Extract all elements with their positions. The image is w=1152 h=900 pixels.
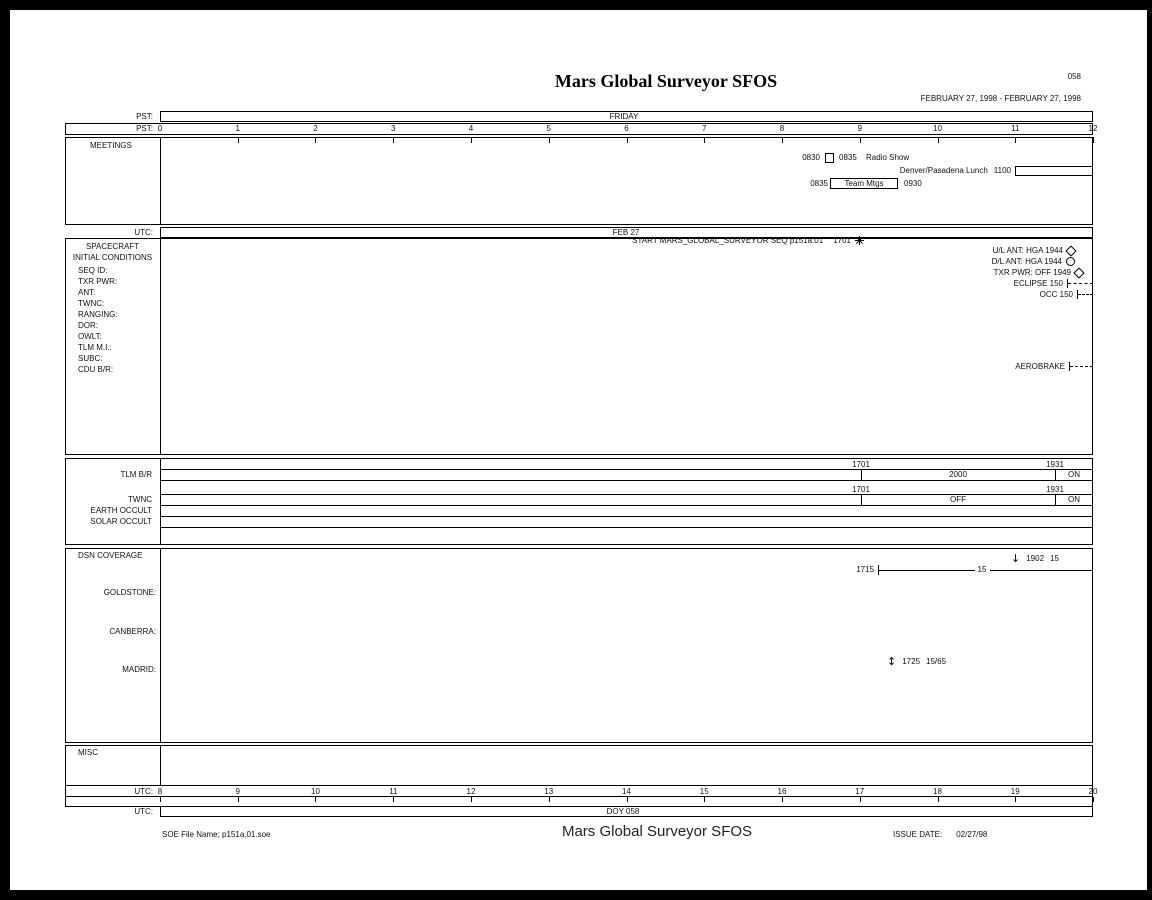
dl-ant-event [992, 257, 1075, 266]
radio-show-title: Radio Show [866, 153, 910, 162]
twnc-off-value: OFF [950, 495, 966, 504]
hour-tick-mark [471, 797, 472, 802]
tlm-state-value: ON [1068, 470, 1080, 479]
lunch-duration-box [1015, 166, 1093, 176]
hour-tick-mark [860, 797, 861, 802]
hour-tick-mark [1015, 137, 1016, 143]
hour-tick-label: 8 [157, 787, 163, 796]
radio-show-duration-box [825, 153, 834, 163]
hour-tick-label: 6 [624, 124, 629, 133]
team-mtgs-box [830, 178, 898, 189]
utc-hour-ticks [160, 797, 1093, 802]
down-arrow-icon: ↓ [1011, 552, 1021, 565]
dsn-pass-station: 15 [977, 565, 987, 574]
hour-tick-mark [160, 137, 161, 143]
twnc-row-label: TWNC [128, 495, 152, 504]
canberra-row-label: CANBERRA: [109, 627, 156, 636]
lunch-start-time: 1100 [993, 166, 1011, 175]
condition-label-owlt: OWLT: [78, 332, 102, 341]
condition-label-tlm-mi: TLM M.I.: [78, 343, 112, 352]
misc-label-divider [160, 745, 161, 786]
issue-date-block [893, 830, 987, 839]
utc-day-value: FEB 27 [612, 228, 640, 237]
start-sequence-text: START MARS_GLOBAL_SURVEYOR SEQ p151a.01 [632, 236, 824, 245]
meetings-label-divider [160, 137, 161, 225]
dsn-pass-start-time: 1715 [856, 565, 874, 574]
spacecraft-label-divider [160, 238, 161, 455]
hour-tick-mark [393, 797, 394, 802]
hour-tick-mark [160, 797, 161, 802]
telemetry-label-divider [160, 458, 161, 545]
utc-doy-value: DOY 058 [606, 807, 640, 816]
hour-tick-label: 19 [1010, 787, 1020, 796]
hour-tick-label: 5 [546, 124, 551, 133]
dsn-pass-line-right [990, 570, 1093, 571]
radio-show-end-time: 0835 [839, 153, 857, 162]
hour-tick-label: 17 [855, 787, 865, 796]
start-marker-icon [855, 236, 864, 245]
aerobrake-event [1015, 362, 1093, 371]
condition-label-ant: ANT: [78, 288, 96, 297]
condition-label-dor: DOR: [78, 321, 98, 330]
tlm-rate-value: 2000 [949, 470, 967, 479]
start-sequence-event [632, 236, 864, 245]
dsn-end-station: 15 [1050, 554, 1059, 563]
hour-tick-mark [782, 137, 783, 143]
meetings-hour-ticks [160, 137, 1093, 143]
hour-tick-label: 2 [313, 124, 318, 133]
hour-tick-label: 11 [1011, 124, 1020, 133]
madrid-event [887, 657, 946, 666]
tlm-end-time: 1931 [1046, 460, 1064, 469]
hour-tick-mark [627, 137, 628, 143]
spacecraft-section-box [65, 238, 1093, 455]
pst-day-label: PST: [136, 112, 153, 121]
hour-tick-label: 0 [157, 124, 163, 133]
hour-tick-mark [1093, 137, 1094, 143]
hour-tick-mark [238, 137, 239, 143]
lunch-event [900, 166, 1011, 175]
condition-label-twnc: TWNC: [78, 299, 105, 308]
hour-tick-label: 14 [622, 787, 631, 796]
radio-show-start-time: 0830 [802, 153, 820, 162]
diamond-marker-icon [1073, 267, 1084, 278]
solar-occult-bottom-line [160, 527, 1093, 528]
solar-occult-row-label: SOLAR OCCULT [90, 517, 152, 526]
issue-date-label: ISSUE DATE: [893, 830, 943, 839]
hour-tick-label: 9 [857, 124, 862, 133]
madrid-row-label: MADRID: [122, 665, 156, 674]
hour-tick-mark [627, 797, 628, 802]
tlm-end-tick [1055, 469, 1056, 480]
hour-tick-mark [471, 137, 472, 143]
start-sequence-time: 1701 [833, 236, 851, 245]
pst-hour-labels [157, 124, 1098, 134]
hour-tick-mark [549, 137, 550, 143]
hour-tick-label: 16 [777, 787, 787, 796]
madrid-event-stations: 15/65 [926, 657, 947, 666]
hour-tick-mark [315, 797, 316, 802]
goldstone-row-label: GOLDSTONE: [103, 588, 156, 597]
hour-tick-label: 4 [468, 124, 474, 133]
hour-tick-mark [860, 137, 861, 143]
page-background [10, 10, 1147, 890]
dsn-section-label: DSN COVERAGE [78, 551, 143, 560]
hour-tick-label: 15 [699, 787, 709, 796]
hour-tick-mark [315, 137, 316, 143]
occ-flag-icon [1077, 290, 1093, 299]
twnc-end-tick [1055, 494, 1056, 505]
dsn-label-divider [160, 548, 161, 743]
utc-doy-label: UTC: [134, 807, 153, 816]
pst-day-value: FRIDAY [609, 112, 639, 121]
spacecraft-section-label-2: INITIAL CONDITIONS [72, 253, 153, 262]
txr-pwr-event [994, 268, 1083, 277]
soe-file-name: SOE File Name; p151a.01.soe [162, 830, 271, 839]
txr-pwr-text: TXR PWR: OFF 1949 [993, 268, 1071, 277]
ul-ant-event [993, 246, 1075, 255]
twnc-start-time: 1701 [852, 485, 870, 494]
date-range: FEBRUARY 27, 1998 - FEBRUARY 27, 1998 [920, 94, 1081, 103]
tlm-start-time: 1701 [852, 460, 870, 469]
madrid-event-time: 1725 [902, 657, 921, 666]
twnc-end-time: 1931 [1046, 485, 1064, 494]
dl-ant-text: D/L ANT: HGA 1944 [991, 257, 1062, 266]
tlm-start-tick [861, 469, 862, 480]
hour-tick-mark [238, 797, 239, 802]
dsn-end-marker [1011, 554, 1059, 563]
diamond-marker-icon [1065, 245, 1076, 256]
occ-event [1040, 290, 1093, 299]
up-down-arrow-icon: ↕ [887, 655, 897, 668]
aerobrake-text: AEROBRAKE [1015, 362, 1065, 371]
aerobrake-flag-icon [1069, 362, 1093, 371]
hour-tick-mark [393, 137, 394, 143]
issue-date-value: 02/27/98 [956, 830, 988, 839]
hour-tick-label: 13 [544, 787, 554, 796]
pst-scale-label: PST: [136, 124, 153, 133]
circle-marker-icon [1066, 257, 1075, 266]
tlm-bar-bottom-line [160, 480, 1093, 481]
occ-text: OCC 150 [1039, 290, 1073, 299]
condition-label-cdu-br: CDU B/R: [78, 365, 114, 374]
team-mtgs-start-time: 0835 [810, 179, 828, 188]
spacecraft-section-label-1: SPACECRAFT [85, 242, 140, 251]
hour-tick-label: 11 [389, 787, 398, 796]
lunch-title: Denver/Pasadena Lunch [899, 166, 988, 175]
hour-tick-mark [704, 797, 705, 802]
utc-day-label: UTC: [134, 228, 153, 237]
hour-tick-label: 18 [933, 787, 942, 796]
dsn-end-time: 1902 [1026, 554, 1045, 563]
utc-scale-label: UTC: [134, 787, 153, 796]
hour-tick-mark [1093, 797, 1094, 802]
hour-tick-label: 10 [933, 124, 942, 133]
twnc-start-tick [861, 494, 862, 505]
eclipse-text: ECLIPSE 150 [1013, 279, 1063, 288]
team-mtgs-end-time: 0930 [904, 179, 922, 188]
hour-tick-mark [549, 797, 550, 802]
twnc-on-value: ON [1068, 495, 1080, 504]
hour-tick-mark [1015, 797, 1016, 802]
team-mtgs-title: Team Mtgs [844, 179, 884, 188]
ul-ant-text: U/L ANT: HGA 1944 [992, 246, 1063, 255]
misc-section-label: MISC [78, 748, 98, 757]
hour-tick-label: 7 [702, 124, 707, 133]
tlm-row-label: TLM B/R [120, 470, 152, 479]
misc-section-box [65, 745, 1093, 786]
hour-tick-label: 8 [779, 124, 785, 133]
condition-label-seq-id: SEQ ID: [78, 266, 108, 275]
dsn-section-box [65, 548, 1093, 743]
hour-tick-label: 9 [235, 787, 240, 796]
hour-tick-mark [782, 797, 783, 802]
telemetry-section-box [65, 458, 1093, 545]
eclipse-event [1014, 279, 1093, 288]
hour-tick-mark [938, 137, 939, 143]
hour-tick-label: 12 [466, 787, 476, 796]
hour-tick-label: 10 [311, 787, 320, 796]
eclipse-flag-icon [1067, 279, 1093, 288]
footer-title: Mars Global Surveyor SFOS [561, 823, 753, 840]
earth-occult-row-label: EARTH OCCULT [90, 506, 152, 515]
dsn-pass-line-left [879, 570, 975, 571]
hour-tick-label: 20 [1088, 787, 1098, 796]
hour-tick-label: 1 [235, 124, 240, 133]
hour-tick-label: 12 [1088, 124, 1098, 133]
condition-label-txr-pwr: TXR PWR: [78, 277, 118, 286]
condition-label-ranging: RANGING: [78, 310, 118, 319]
hour-tick-mark [938, 797, 939, 802]
page-number: 058 [1067, 72, 1081, 81]
meetings-section-box [65, 137, 1093, 225]
earth-occult-bottom-line [160, 516, 1093, 517]
hour-tick-label: 3 [391, 124, 396, 133]
page-title: Mars Global Surveyor SFOS [554, 71, 778, 91]
meetings-section-label: MEETINGS [90, 141, 132, 150]
hour-tick-mark [704, 137, 705, 143]
twnc-bar-bottom-line [160, 505, 1093, 506]
condition-label-subc: SUBC: [78, 354, 103, 363]
